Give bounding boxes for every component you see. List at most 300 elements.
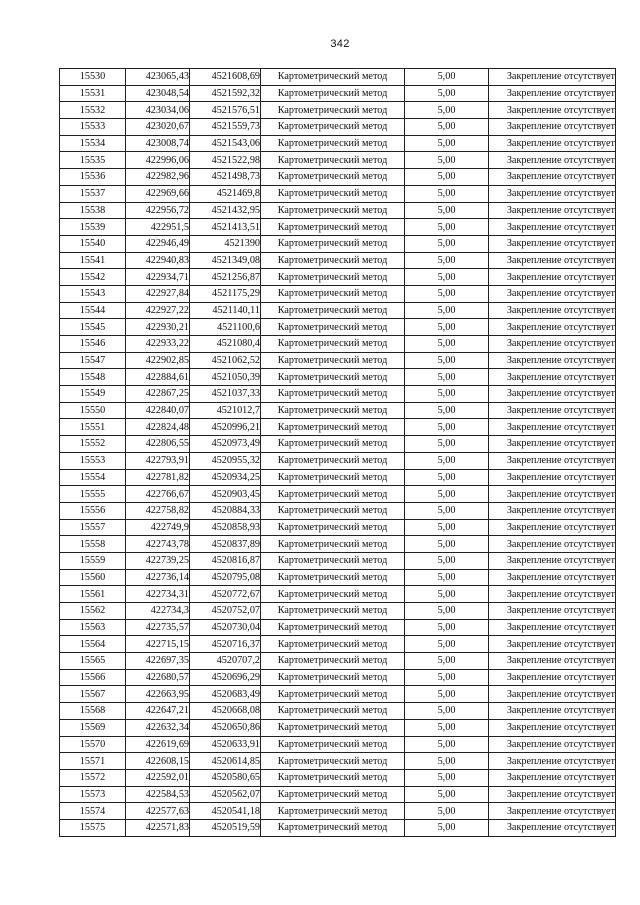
method-cell: Картометрический метод [261, 85, 405, 102]
x-coordinate-cell: 422982,96 [126, 169, 190, 186]
point-number-cell: 15552 [60, 436, 126, 453]
x-coordinate-cell: 422927,22 [126, 302, 190, 319]
x-coordinate-cell: 422584,53 [126, 786, 190, 803]
method-cell: Картометрический метод [261, 102, 405, 119]
y-coordinate-cell: 4521522,98 [190, 152, 261, 169]
point-number-cell: 15560 [60, 569, 126, 586]
point-number-cell: 15564 [60, 636, 126, 653]
y-coordinate-cell: 4521080,4 [190, 336, 261, 353]
y-coordinate-cell: 4520934,25 [190, 469, 261, 486]
x-coordinate-cell: 422734,3 [126, 603, 190, 620]
x-coordinate-cell: 422663,95 [126, 686, 190, 703]
method-cell: Картометрический метод [261, 352, 405, 369]
point-number-cell: 15546 [60, 336, 126, 353]
y-coordinate-cell: 4520973,49 [190, 436, 261, 453]
point-number-cell: 15535 [60, 152, 126, 169]
point-number-cell: 15551 [60, 419, 126, 436]
x-coordinate-cell: 422739,25 [126, 552, 190, 569]
table-row [60, 352, 616, 369]
method-cell: Картометрический метод [261, 653, 405, 670]
accuracy-cell: 5,00 [405, 536, 489, 553]
table-row [60, 502, 616, 519]
point-number-cell: 15550 [60, 402, 126, 419]
accuracy-cell: 5,00 [405, 736, 489, 753]
fixation-cell: Закрепление отсутствует [489, 152, 616, 169]
table-row [60, 819, 616, 836]
y-coordinate-cell: 4520903,45 [190, 486, 261, 503]
accuracy-cell: 5,00 [405, 603, 489, 620]
table-row [60, 119, 616, 136]
x-coordinate-cell: 422749,9 [126, 519, 190, 536]
y-coordinate-cell: 4520562,07 [190, 786, 261, 803]
x-coordinate-cell: 422619,69 [126, 736, 190, 753]
method-cell: Картометрический метод [261, 336, 405, 353]
accuracy-cell: 5,00 [405, 619, 489, 636]
accuracy-cell: 5,00 [405, 369, 489, 386]
x-coordinate-cell: 422577,63 [126, 803, 190, 820]
table-row [60, 369, 616, 386]
y-coordinate-cell: 4520696,29 [190, 669, 261, 686]
point-number-cell: 15554 [60, 469, 126, 486]
y-coordinate-cell: 4521432,95 [190, 202, 261, 219]
method-cell: Картометрический метод [261, 719, 405, 736]
table-row [60, 185, 616, 202]
table-row [60, 436, 616, 453]
accuracy-cell: 5,00 [405, 436, 489, 453]
point-number-cell: 15567 [60, 686, 126, 703]
point-number-cell: 15532 [60, 102, 126, 119]
accuracy-cell: 5,00 [405, 502, 489, 519]
y-coordinate-cell: 4520884,33 [190, 502, 261, 519]
point-number-cell: 15569 [60, 719, 126, 736]
accuracy-cell: 5,00 [405, 336, 489, 353]
table-row [60, 402, 616, 419]
fixation-cell: Закрепление отсутствует [489, 469, 616, 486]
accuracy-cell: 5,00 [405, 269, 489, 286]
method-cell: Картометрический метод [261, 619, 405, 636]
fixation-cell: Закрепление отсутствует [489, 386, 616, 403]
y-coordinate-cell: 4521062,52 [190, 352, 261, 369]
x-coordinate-cell: 422735,57 [126, 619, 190, 636]
y-coordinate-cell: 4520795,08 [190, 569, 261, 586]
fixation-cell: Закрепление отсутствует [489, 285, 616, 302]
method-cell: Картометрический метод [261, 519, 405, 536]
fixation-cell: Закрепление отсутствует [489, 269, 616, 286]
x-coordinate-cell: 423034,06 [126, 102, 190, 119]
accuracy-cell: 5,00 [405, 119, 489, 136]
method-cell: Картометрический метод [261, 219, 405, 236]
y-coordinate-cell: 4520858,93 [190, 519, 261, 536]
accuracy-cell: 5,00 [405, 653, 489, 670]
y-coordinate-cell: 4521543,06 [190, 135, 261, 152]
method-cell: Картометрический метод [261, 636, 405, 653]
x-coordinate-cell: 422946,49 [126, 235, 190, 252]
method-cell: Картометрический метод [261, 369, 405, 386]
x-coordinate-cell: 422996,06 [126, 152, 190, 169]
fixation-cell: Закрепление отсутствует [489, 452, 616, 469]
fixation-cell: Закрепление отсутствует [489, 736, 616, 753]
fixation-cell: Закрепление отсутствует [489, 319, 616, 336]
table-row [60, 803, 616, 820]
x-coordinate-cell: 422715,15 [126, 636, 190, 653]
accuracy-cell: 5,00 [405, 285, 489, 302]
y-coordinate-cell: 4521576,51 [190, 102, 261, 119]
page-number: 342 [330, 38, 350, 50]
x-coordinate-cell: 422571,83 [126, 819, 190, 836]
accuracy-cell: 5,00 [405, 419, 489, 436]
x-coordinate-cell: 423065,43 [126, 69, 190, 86]
x-coordinate-cell: 422951,5 [126, 219, 190, 236]
fixation-cell: Закрепление отсутствует [489, 369, 616, 386]
accuracy-cell: 5,00 [405, 636, 489, 653]
y-coordinate-cell: 4520683,49 [190, 686, 261, 703]
y-coordinate-cell: 4521559,73 [190, 119, 261, 136]
x-coordinate-cell: 422736,14 [126, 569, 190, 586]
point-number-cell: 15562 [60, 603, 126, 620]
method-cell: Картометрический метод [261, 152, 405, 169]
method-cell: Картометрический метод [261, 586, 405, 603]
table-row [60, 386, 616, 403]
point-number-cell: 15563 [60, 619, 126, 636]
x-coordinate-cell: 422608,15 [126, 753, 190, 770]
fixation-cell: Закрепление отсутствует [489, 569, 616, 586]
point-number-cell: 15539 [60, 219, 126, 236]
method-cell: Картометрический метод [261, 235, 405, 252]
point-number-cell: 15557 [60, 519, 126, 536]
accuracy-cell: 5,00 [405, 552, 489, 569]
method-cell: Картометрический метод [261, 703, 405, 720]
point-number-cell: 15575 [60, 819, 126, 836]
point-number-cell: 15540 [60, 235, 126, 252]
table-row [60, 653, 616, 670]
point-number-cell: 15572 [60, 769, 126, 786]
point-number-cell: 15566 [60, 669, 126, 686]
fixation-cell: Закрепление отсутствует [489, 69, 616, 86]
y-coordinate-cell: 4520650,86 [190, 719, 261, 736]
method-cell: Картометрический метод [261, 135, 405, 152]
y-coordinate-cell: 4520580,65 [190, 769, 261, 786]
table-row [60, 536, 616, 553]
point-number-cell: 15531 [60, 85, 126, 102]
accuracy-cell: 5,00 [405, 402, 489, 419]
y-coordinate-cell: 4521037,33 [190, 386, 261, 403]
fixation-cell: Закрепление отсутствует [489, 219, 616, 236]
x-coordinate-cell: 422647,21 [126, 703, 190, 720]
x-coordinate-cell: 422840,07 [126, 402, 190, 419]
point-number-cell: 15559 [60, 552, 126, 569]
method-cell: Картометрический метод [261, 319, 405, 336]
table-row [60, 703, 616, 720]
point-number-cell: 15570 [60, 736, 126, 753]
x-coordinate-cell: 422884,61 [126, 369, 190, 386]
table-row [60, 319, 616, 336]
x-coordinate-cell: 422743,78 [126, 536, 190, 553]
x-coordinate-cell: 422824,48 [126, 419, 190, 436]
x-coordinate-cell: 422766,67 [126, 486, 190, 503]
table-row [60, 169, 616, 186]
accuracy-cell: 5,00 [405, 185, 489, 202]
accuracy-cell: 5,00 [405, 769, 489, 786]
fixation-cell: Закрепление отсутствует [489, 119, 616, 136]
point-number-cell: 15545 [60, 319, 126, 336]
point-number-cell: 15534 [60, 135, 126, 152]
method-cell: Картометрический метод [261, 603, 405, 620]
table-row [60, 202, 616, 219]
table-row [60, 102, 616, 119]
method-cell: Картометрический метод [261, 302, 405, 319]
table-row [60, 69, 616, 86]
x-coordinate-cell: 422592,01 [126, 769, 190, 786]
accuracy-cell: 5,00 [405, 452, 489, 469]
method-cell: Картометрический метод [261, 185, 405, 202]
y-coordinate-cell: 4521592,32 [190, 85, 261, 102]
y-coordinate-cell: 4520730,04 [190, 619, 261, 636]
table-row [60, 753, 616, 770]
point-number-cell: 15542 [60, 269, 126, 286]
y-coordinate-cell: 4520996,21 [190, 419, 261, 436]
x-coordinate-cell: 422902,85 [126, 352, 190, 369]
method-cell: Картометрический метод [261, 569, 405, 586]
method-cell: Картометрический метод [261, 669, 405, 686]
fixation-cell: Закрепление отсутствует [489, 252, 616, 269]
x-coordinate-cell: 422793,91 [126, 452, 190, 469]
accuracy-cell: 5,00 [405, 719, 489, 736]
method-cell: Картометрический метод [261, 803, 405, 820]
method-cell: Картометрический метод [261, 786, 405, 803]
coordinates-table-body [60, 69, 616, 837]
y-coordinate-cell: 4520772,67 [190, 586, 261, 603]
fixation-cell: Закрепление отсутствует [489, 336, 616, 353]
x-coordinate-cell: 422927,84 [126, 285, 190, 302]
accuracy-cell: 5,00 [405, 135, 489, 152]
fixation-cell: Закрепление отсутствует [489, 669, 616, 686]
table-row [60, 302, 616, 319]
x-coordinate-cell: 422956,72 [126, 202, 190, 219]
fixation-cell: Закрепление отсутствует [489, 185, 616, 202]
point-number-cell: 15553 [60, 452, 126, 469]
fixation-cell: Закрепление отсутствует [489, 636, 616, 653]
accuracy-cell: 5,00 [405, 102, 489, 119]
table-row [60, 85, 616, 102]
y-coordinate-cell: 4521175,29 [190, 285, 261, 302]
point-number-cell: 15573 [60, 786, 126, 803]
y-coordinate-cell: 4521256,87 [190, 269, 261, 286]
table-row [60, 336, 616, 353]
table-row [60, 152, 616, 169]
x-coordinate-cell: 422930,21 [126, 319, 190, 336]
fixation-cell: Закрепление отсутствует [489, 402, 616, 419]
x-coordinate-cell: 422940,83 [126, 252, 190, 269]
accuracy-cell: 5,00 [405, 85, 489, 102]
x-coordinate-cell: 422867,25 [126, 386, 190, 403]
table-row [60, 252, 616, 269]
x-coordinate-cell: 422969,66 [126, 185, 190, 202]
table-row [60, 419, 616, 436]
table-row [60, 636, 616, 653]
fixation-cell: Закрепление отсутствует [489, 769, 616, 786]
accuracy-cell: 5,00 [405, 252, 489, 269]
table-row [60, 135, 616, 152]
point-number-cell: 15561 [60, 586, 126, 603]
fixation-cell: Закрепление отсутствует [489, 102, 616, 119]
accuracy-cell: 5,00 [405, 753, 489, 770]
point-number-cell: 15537 [60, 185, 126, 202]
point-number-cell: 15568 [60, 703, 126, 720]
accuracy-cell: 5,00 [405, 703, 489, 720]
method-cell: Картометрический метод [261, 502, 405, 519]
accuracy-cell: 5,00 [405, 786, 489, 803]
method-cell: Картометрический метод [261, 452, 405, 469]
table-row [60, 269, 616, 286]
point-number-cell: 15530 [60, 69, 126, 86]
x-coordinate-cell: 422806,55 [126, 436, 190, 453]
table-row [60, 769, 616, 786]
fixation-cell: Закрепление отсутствует [489, 135, 616, 152]
accuracy-cell: 5,00 [405, 319, 489, 336]
method-cell: Картометрический метод [261, 419, 405, 436]
x-coordinate-cell: 422632,34 [126, 719, 190, 736]
fixation-cell: Закрепление отсутствует [489, 719, 616, 736]
method-cell: Картометрический метод [261, 69, 405, 86]
point-number-cell: 15547 [60, 352, 126, 369]
fixation-cell: Закрепление отсутствует [489, 703, 616, 720]
fixation-cell: Закрепление отсутствует [489, 486, 616, 503]
fixation-cell: Закрепление отсутствует [489, 686, 616, 703]
fixation-cell: Закрепление отсутствует [489, 302, 616, 319]
method-cell: Картометрический метод [261, 285, 405, 302]
fixation-cell: Закрепление отсутствует [489, 519, 616, 536]
accuracy-cell: 5,00 [405, 486, 489, 503]
x-coordinate-cell: 422697,35 [126, 653, 190, 670]
table-row [60, 486, 616, 503]
table-row [60, 719, 616, 736]
method-cell: Картометрический метод [261, 686, 405, 703]
fixation-cell: Закрепление отсутствует [489, 202, 616, 219]
table-row [60, 552, 616, 569]
y-coordinate-cell: 4521390 [190, 235, 261, 252]
fixation-cell: Закрепление отсутствует [489, 586, 616, 603]
point-number-cell: 15544 [60, 302, 126, 319]
method-cell: Картометрический метод [261, 552, 405, 569]
fixation-cell: Закрепление отсутствует [489, 169, 616, 186]
fixation-cell: Закрепление отсутствует [489, 352, 616, 369]
x-coordinate-cell: 423020,67 [126, 119, 190, 136]
table-row [60, 519, 616, 536]
fixation-cell: Закрепление отсутствует [489, 502, 616, 519]
fixation-cell: Закрепление отсутствует [489, 419, 616, 436]
method-cell: Картометрический метод [261, 536, 405, 553]
method-cell: Картометрический метод [261, 486, 405, 503]
y-coordinate-cell: 4520614,85 [190, 753, 261, 770]
point-number-cell: 15571 [60, 753, 126, 770]
y-coordinate-cell: 4520519,59 [190, 819, 261, 836]
accuracy-cell: 5,00 [405, 235, 489, 252]
point-number-cell: 15538 [60, 202, 126, 219]
fixation-cell: Закрепление отсутствует [489, 603, 616, 620]
method-cell: Картометрический метод [261, 402, 405, 419]
x-coordinate-cell: 422933,22 [126, 336, 190, 353]
point-number-cell: 15565 [60, 653, 126, 670]
method-cell: Картометрический метод [261, 436, 405, 453]
accuracy-cell: 5,00 [405, 169, 489, 186]
accuracy-cell: 5,00 [405, 386, 489, 403]
table-row [60, 603, 616, 620]
point-number-cell: 15574 [60, 803, 126, 820]
fixation-cell: Закрепление отсутствует [489, 436, 616, 453]
table-row [60, 786, 616, 803]
method-cell: Картометрический метод [261, 169, 405, 186]
x-coordinate-cell: 422781,82 [126, 469, 190, 486]
accuracy-cell: 5,00 [405, 302, 489, 319]
x-coordinate-cell: 422758,82 [126, 502, 190, 519]
accuracy-cell: 5,00 [405, 819, 489, 836]
method-cell: Картометрический метод [261, 252, 405, 269]
table-row [60, 285, 616, 302]
x-coordinate-cell: 423048,54 [126, 85, 190, 102]
table-row [60, 569, 616, 586]
table-row [60, 586, 616, 603]
point-number-cell: 15536 [60, 169, 126, 186]
method-cell: Картометрический метод [261, 119, 405, 136]
y-coordinate-cell: 4521608,69 [190, 69, 261, 86]
accuracy-cell: 5,00 [405, 569, 489, 586]
table-row [60, 235, 616, 252]
accuracy-cell: 5,00 [405, 202, 489, 219]
method-cell: Картометрический метод [261, 202, 405, 219]
y-coordinate-cell: 4521349,08 [190, 252, 261, 269]
y-coordinate-cell: 4520668,08 [190, 703, 261, 720]
accuracy-cell: 5,00 [405, 669, 489, 686]
fixation-cell: Закрепление отсутствует [489, 819, 616, 836]
method-cell: Картометрический метод [261, 819, 405, 836]
y-coordinate-cell: 4521413,51 [190, 219, 261, 236]
accuracy-cell: 5,00 [405, 519, 489, 536]
fixation-cell: Закрепление отсутствует [489, 85, 616, 102]
y-coordinate-cell: 4520707,2 [190, 653, 261, 670]
y-coordinate-cell: 4520752,07 [190, 603, 261, 620]
point-number-cell: 15541 [60, 252, 126, 269]
table-row [60, 669, 616, 686]
point-number-cell: 15555 [60, 486, 126, 503]
table-row [60, 219, 616, 236]
coordinates-table [59, 68, 616, 837]
point-number-cell: 15549 [60, 386, 126, 403]
y-coordinate-cell: 4521498,73 [190, 169, 261, 186]
table-row [60, 452, 616, 469]
y-coordinate-cell: 4520541,18 [190, 803, 261, 820]
point-number-cell: 15533 [60, 119, 126, 136]
x-coordinate-cell: 422734,31 [126, 586, 190, 603]
accuracy-cell: 5,00 [405, 69, 489, 86]
accuracy-cell: 5,00 [405, 686, 489, 703]
table-row [60, 619, 616, 636]
method-cell: Картометрический метод [261, 753, 405, 770]
accuracy-cell: 5,00 [405, 152, 489, 169]
method-cell: Картометрический метод [261, 736, 405, 753]
method-cell: Картометрический метод [261, 269, 405, 286]
y-coordinate-cell: 4520837,89 [190, 536, 261, 553]
x-coordinate-cell: 423008,74 [126, 135, 190, 152]
method-cell: Картометрический метод [261, 386, 405, 403]
accuracy-cell: 5,00 [405, 803, 489, 820]
y-coordinate-cell: 4521140,11 [190, 302, 261, 319]
fixation-cell: Закрепление отсутствует [489, 753, 616, 770]
accuracy-cell: 5,00 [405, 352, 489, 369]
point-number-cell: 15556 [60, 502, 126, 519]
fixation-cell: Закрепление отсутствует [489, 803, 616, 820]
fixation-cell: Закрепление отсутствует [489, 235, 616, 252]
y-coordinate-cell: 4521012,7 [190, 402, 261, 419]
